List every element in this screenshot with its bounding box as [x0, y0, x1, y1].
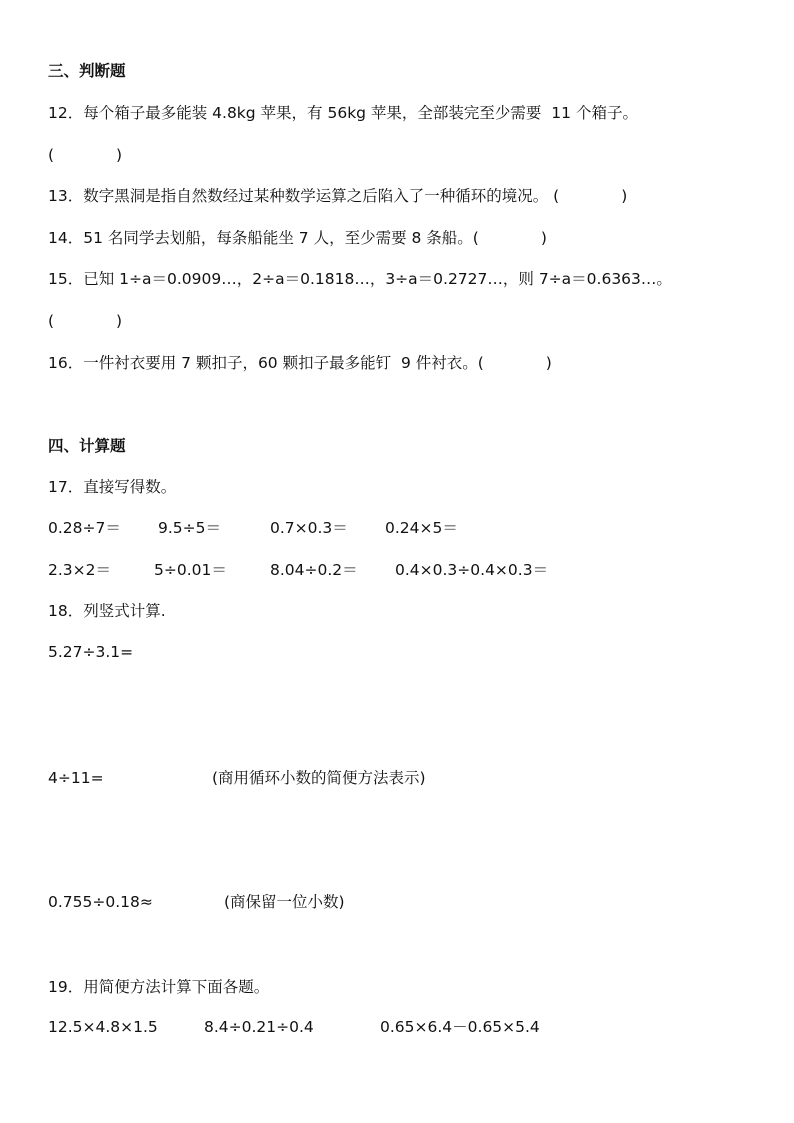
q19-item2: 8.4÷0.21÷0.4 [204, 1018, 314, 1036]
q19-item1: 12.5×4.8×1.5 [48, 1018, 158, 1036]
answer-paren-12[interactable]: ( ) [48, 146, 123, 164]
section-3-heading: 三、判断题 [48, 62, 126, 80]
question-12: 12．每个箱子最多能装 4.8kg 苹果，有 56kg 苹果，全部装完至少需要 11 个箱子。 [48, 104, 638, 122]
q17-row2-item2: 5÷0.01＝ [154, 561, 227, 579]
question-16: 16．一件衬衣要用 7 颗扣子，60 颗扣子最多能钉 9 件衬衣。( ) [48, 354, 552, 372]
question-13: 13．数字黑洞是指自然数经过某种数学运算之后陷入了一种循环的境况。 ( ) [48, 187, 628, 205]
q17-row1-item2: 9.5÷5＝ [158, 519, 221, 537]
q17-row1-item3: 0.7×0.3＝ [270, 519, 348, 537]
q17-row1-item4: 0.24×5＝ [385, 519, 458, 537]
q18-note-c: (商保留一位小数) [224, 893, 345, 911]
answer-paren-15[interactable]: ( ) [48, 312, 123, 330]
q18-expression-b: 4÷11= [48, 769, 104, 787]
question-19-title: 19．用简便方法计算下面各题。 [48, 978, 270, 996]
question-15: 15．已知 1÷a＝0.0909…，2÷a＝0.1818…，3÷a＝0.2727…，则 7÷a＝0.6363…。 [48, 270, 672, 288]
q17-row1-item1: 0.28÷7＝ [48, 519, 121, 537]
q17-row2-item4: 0.4×0.3÷0.4×0.3＝ [395, 561, 549, 579]
q19-item3: 0.65×6.4－0.65×5.4 [380, 1018, 540, 1036]
question-14: 14．51 名同学去划船，每条船能坐 7 人，至少需要 8 条船。( ) [48, 229, 547, 247]
q18-expression-c: 0.755÷0.18≈ [48, 893, 153, 911]
q17-row2-item1: 2.3×2＝ [48, 561, 111, 579]
section-4-heading: 四、计算题 [48, 437, 126, 455]
q18-expression-a: 5.27÷3.1= [48, 643, 134, 661]
question-17-title: 17．直接写得数。 [48, 478, 177, 496]
q18-note-b: (商用循环小数的简便方法表示) [212, 769, 426, 787]
q17-row2-item3: 8.04÷0.2＝ [270, 561, 358, 579]
question-18-title: 18．列竖式计算. [48, 602, 166, 620]
